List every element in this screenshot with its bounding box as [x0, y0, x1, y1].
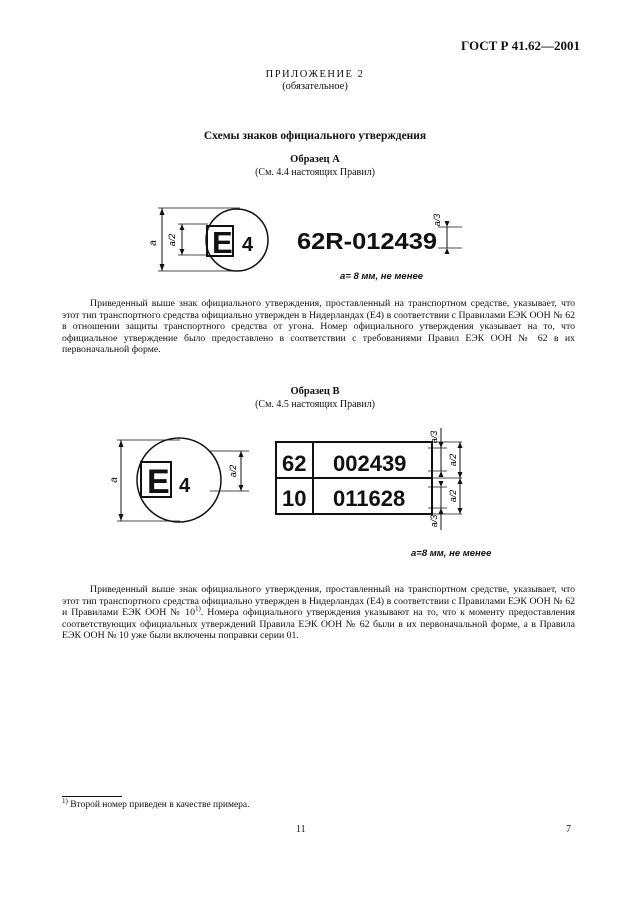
page-number-left: 11	[296, 824, 306, 835]
appendix-subtitle: (обязательное)	[282, 81, 348, 92]
paragraph-b-text	[62, 584, 575, 642]
sample-b-dim-a3-top: a/3	[429, 430, 439, 444]
paragraph-a-text: Приведенный выше знак официального утверждения, проставленный на транспортном средстве, указывает, что этот тип транспортного средства официально утвержден в Нидерландах (Е4) в соответствии с Правилами ЕЭК ООН № 62 в отношении защиты транспортного средства от угона. Номер официального утверждения указывает на то, что официальное утверждение было предоставлено в соответствии с требованиями Правил ЕЭК ООН № 62 в их первоначальной форме.	[62, 298, 575, 356]
sample-a-reference: (См. 4.4 настоящих Правил)	[255, 167, 375, 178]
sample-a-dim-a3: a/3	[432, 213, 442, 227]
sample-b-note: a=8 мм, не менее	[411, 548, 492, 559]
paragraph-b	[62, 584, 575, 642]
sample-b-row2-number: 011628	[333, 486, 406, 511]
footnote-divider	[62, 796, 122, 797]
appendix-title: ПРИЛОЖЕНИЕ 2	[265, 69, 365, 80]
page-number-right: 7	[566, 824, 571, 835]
sample-b-dim-a2-left: a/2	[228, 464, 238, 478]
footnote-mark: 1)	[62, 796, 68, 805]
sample-b-dim-a2-top: a/2	[448, 453, 458, 467]
paragraph-b-part2: . Номера официального утверждения указывают на то, что к моменту предоставления соответствующих официальных утверждений Правила ЕЭК ООН № 62 были в их первоначальной форме, а в Правила ЕЭК ООН № 10 уже были включены поправки серии 01.	[62, 607, 575, 642]
footnote	[62, 796, 250, 810]
sample-a-mark-number: 4	[242, 234, 254, 256]
sample-b-dim-a3-bottom: a/3	[429, 514, 439, 528]
sample-b-reference: (См. 4.5 настоящих Правил)	[255, 399, 375, 410]
sample-a-dim-a2: a/2	[167, 233, 177, 247]
section-title: Схемы знаков официального утверждения	[203, 130, 427, 142]
sample-b-row1-reg: 62	[282, 451, 307, 476]
sample-b-row2-reg: 10	[282, 486, 307, 511]
sample-b-dim-a2-bottom: a/2	[448, 489, 458, 503]
sample-a-title: Образец А	[290, 154, 340, 165]
sample-a-mark-letter: E	[212, 225, 233, 260]
footnote-text: Второй номер приведен в качестве примера.	[67, 800, 250, 810]
sample-b-row1-number: 002439	[333, 451, 407, 476]
sample-b-mark-letter: E	[147, 463, 170, 501]
paragraph-b-footnote-ref: 1)	[194, 604, 201, 613]
sample-b-title: Образец В	[290, 386, 340, 397]
sample-b-mark-number: 4	[179, 475, 191, 497]
document-header: ГОСТ Р 41.62—2001	[461, 38, 580, 53]
paragraph-b-part1: Приведенный выше знак официального утверждения, проставленный на транспортном средстве, указывает, что этот тип транспортного средства официально утвержден в Нидерландах (Е4) в соответствии с Правилами ЕЭК ООН № 62 и Правилами ЕЭК ООН № 10	[62, 584, 575, 619]
sample-a-note: a= 8 мм, не менее	[340, 271, 424, 282]
sample-a-dim-a: a	[148, 240, 159, 246]
sample-a-approval-number: 62R-012439	[297, 228, 437, 254]
sample-b-dim-a: a	[109, 477, 120, 483]
